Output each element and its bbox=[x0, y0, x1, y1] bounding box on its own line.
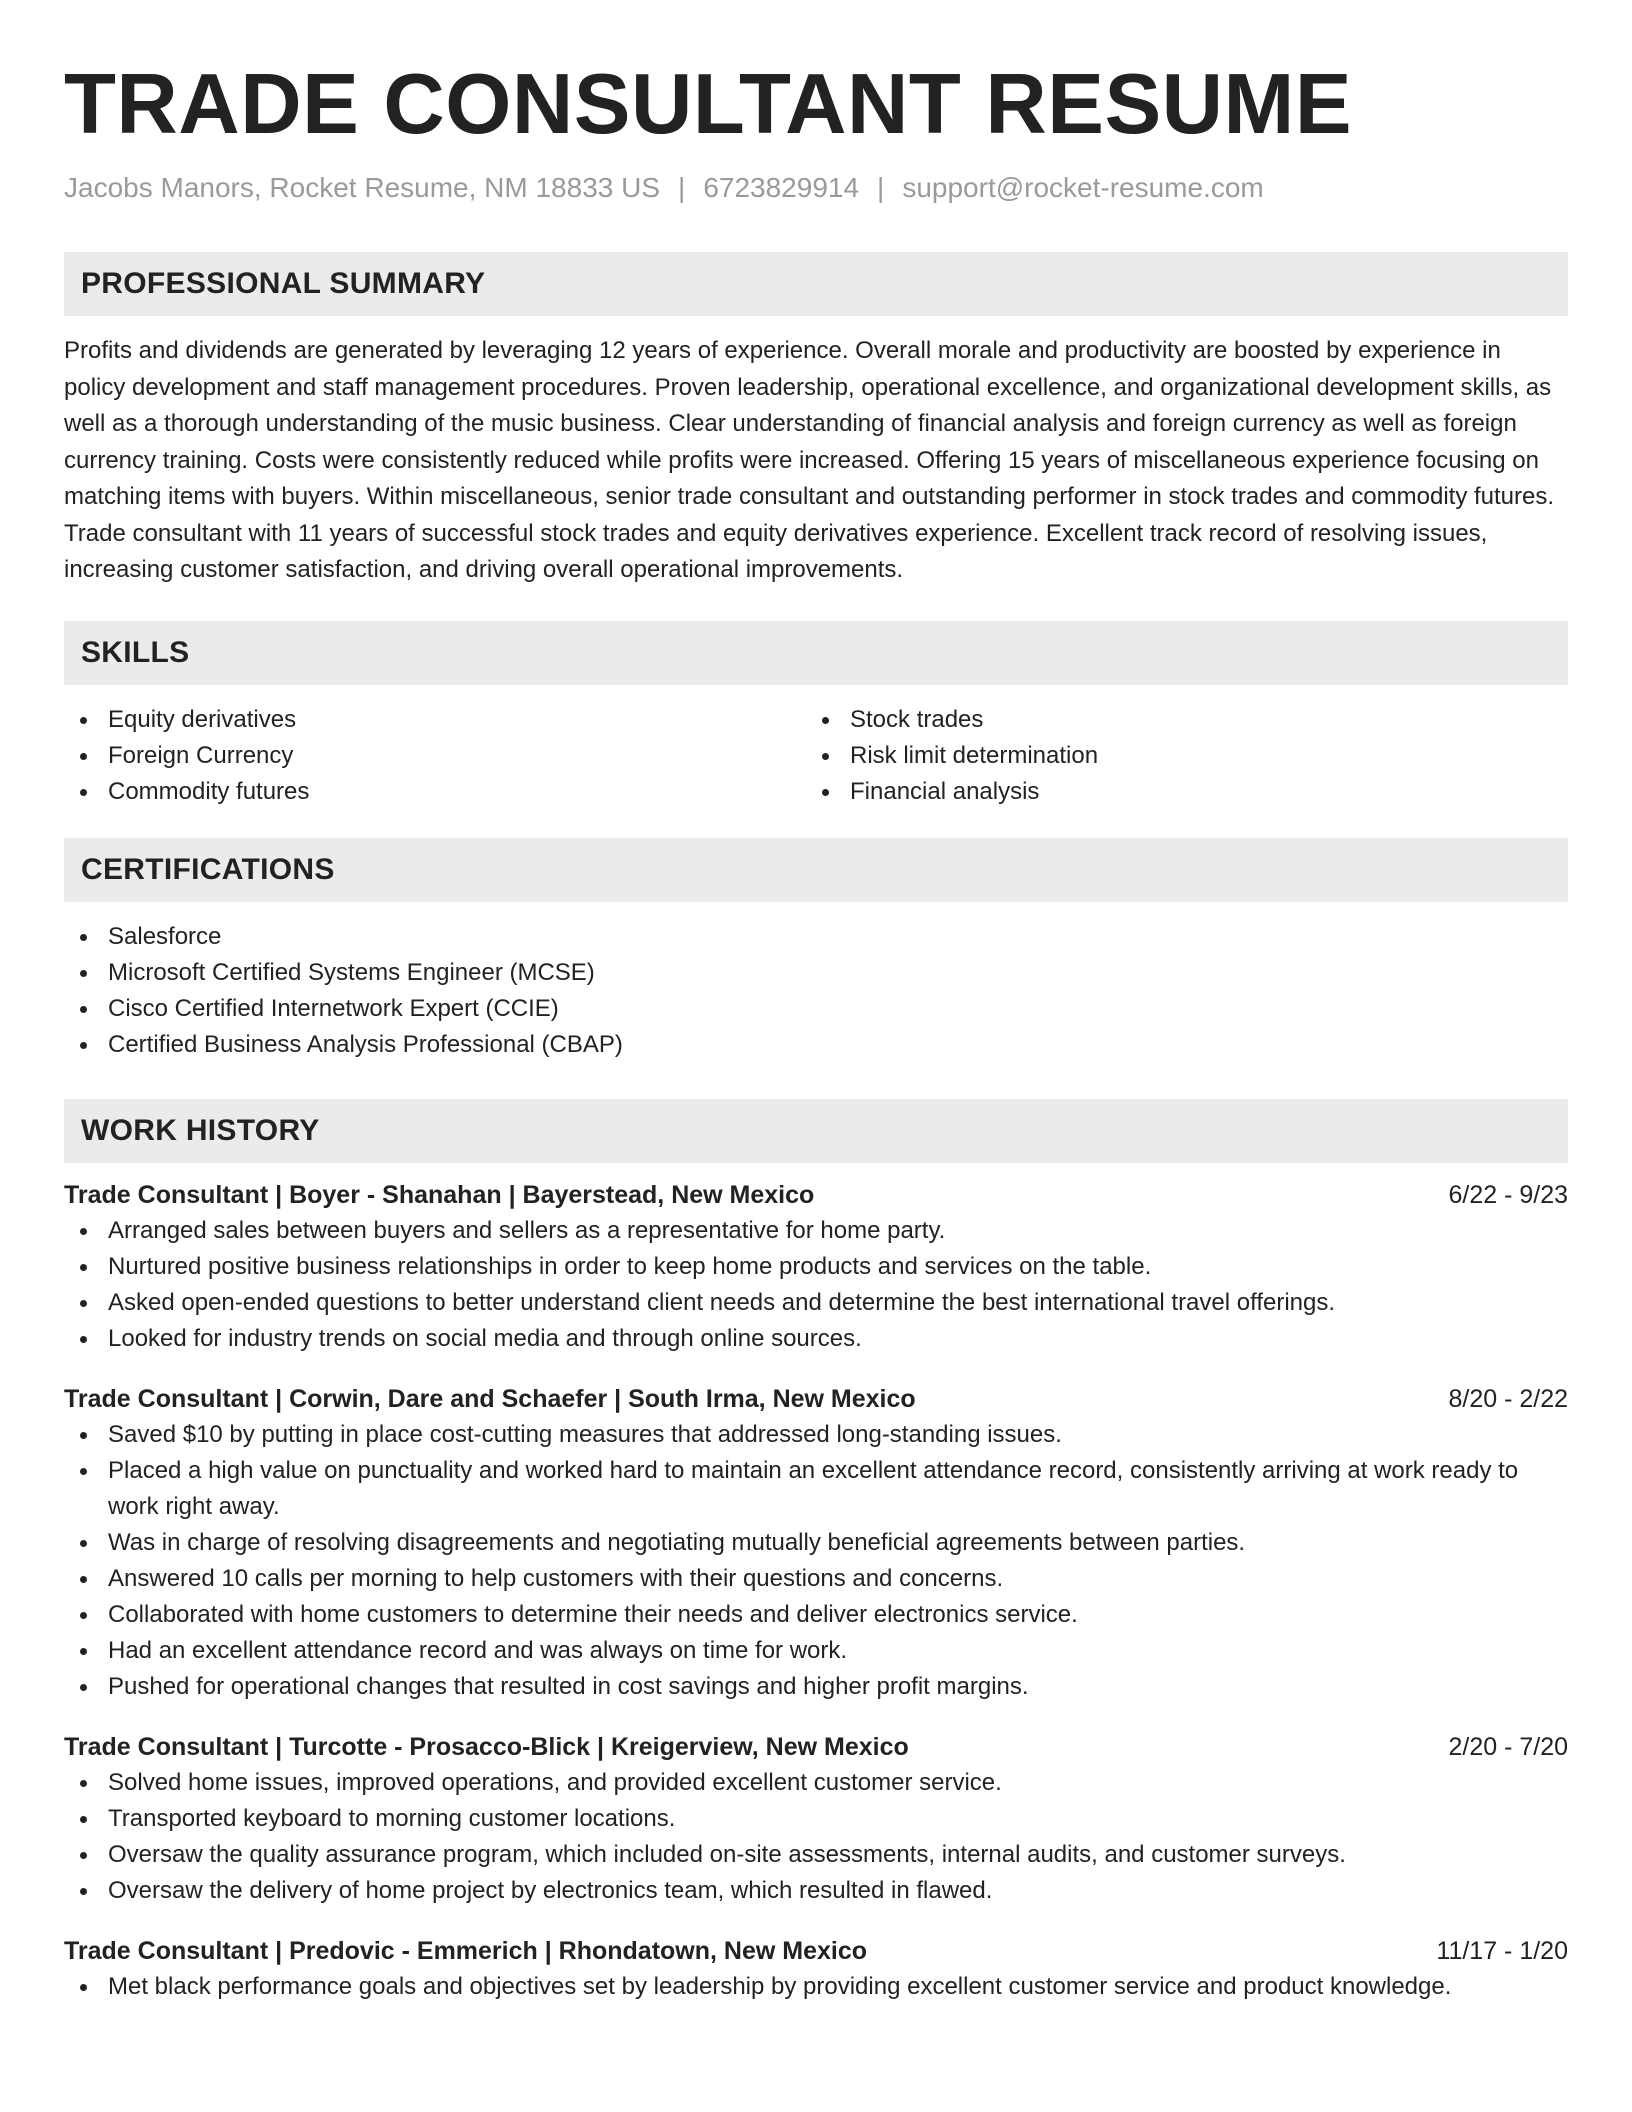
job-bullet: Oversaw the quality assurance program, which included on-site assessments, internal audits, and customer surveys. bbox=[64, 1837, 1568, 1873]
job-title: Trade Consultant | Predovic - Emmerich | Rhondatown, New Mexico bbox=[64, 1936, 868, 1965]
skill-item: Commodity futures bbox=[64, 774, 806, 810]
section-header-summary: PROFESSIONAL SUMMARY bbox=[64, 252, 1568, 316]
skill-item: Financial analysis bbox=[806, 774, 1548, 810]
job-dates: 2/20 - 7/20 bbox=[1448, 1732, 1568, 1761]
job-entry bbox=[64, 1729, 1568, 1909]
skill-item: Stock trades bbox=[806, 702, 1548, 738]
certification-item: Certified Business Analysis Professional (CBAP) bbox=[64, 1027, 1568, 1063]
contact-separator: | bbox=[877, 172, 885, 203]
contact-line bbox=[64, 170, 1568, 206]
job-header bbox=[64, 1177, 1568, 1213]
job-bullet: Collaborated with home customers to determine their needs and deliver electronics service. bbox=[64, 1597, 1568, 1633]
certification-item: Cisco Certified Internetwork Expert (CCIE) bbox=[64, 991, 1568, 1027]
job-bullets bbox=[64, 1969, 1568, 2005]
job-entry bbox=[64, 1177, 1568, 1357]
skills-grid bbox=[64, 702, 1568, 810]
section-header-certifications: CERTIFICATIONS bbox=[64, 838, 1568, 902]
contact-phone: 6723829914 bbox=[703, 172, 860, 203]
job-bullet: Looked for industry trends on social media and through online sources. bbox=[64, 1321, 1568, 1357]
job-header bbox=[64, 1933, 1568, 1969]
section-header-skills: SKILLS bbox=[64, 621, 1568, 685]
job-dates: 11/17 - 1/20 bbox=[1436, 1936, 1568, 1965]
skill-item: Foreign Currency bbox=[64, 738, 806, 774]
job-entry bbox=[64, 1933, 1568, 2005]
skill-item: Risk limit determination bbox=[806, 738, 1548, 774]
contact-address: Jacobs Manors, Rocket Resume, NM 18833 US bbox=[64, 172, 661, 203]
job-header bbox=[64, 1381, 1568, 1417]
job-bullets bbox=[64, 1417, 1568, 1705]
job-bullet: Oversaw the delivery of home project by electronics team, which resulted in flawed. bbox=[64, 1873, 1568, 1909]
contact-email: support@rocket-resume.com bbox=[902, 172, 1264, 203]
contact-separator: | bbox=[678, 172, 686, 203]
skill-item: Equity derivatives bbox=[64, 702, 806, 738]
certification-item: Salesforce bbox=[64, 919, 1568, 955]
page-title: TRADE CONSULTANT RESUME bbox=[64, 57, 1353, 152]
skills-list-right bbox=[806, 702, 1548, 810]
job-bullet: Solved home issues, improved operations, and provided excellent customer service. bbox=[64, 1765, 1568, 1801]
job-bullets bbox=[64, 1213, 1568, 1357]
summary-text: Profits and dividends are generated by leveraging 12 years of experience. Overall morale and productivity are boosted by experience in policy development and staff management procedures. Proven leadership, operational excellence, and organizational development skills, as well as a thorough understanding of the music business. Clear understanding of financial analysis and foreign currency as well as foreign currency training. Costs were consistently reduced while profits were increased. Offering 15 years of miscellaneous experience focusing on matching items with buyers. Within miscellaneous, senior trade consultant and outstanding performer in stock trades and commodity futures. Trade consultant with 11 years of successful stock trades and equity derivatives experience. Excellent track record of resolving issues, increasing customer satisfaction, and driving overall operational improvements. bbox=[64, 337, 1555, 583]
job-dates: 8/20 - 2/22 bbox=[1448, 1384, 1568, 1413]
job-bullet: Nurtured positive business relationships in order to keep home products and services on the table. bbox=[64, 1249, 1568, 1285]
work-history-list bbox=[64, 1177, 1568, 2005]
section-header-work-history: WORK HISTORY bbox=[64, 1099, 1568, 1163]
job-bullet: Transported keyboard to morning customer locations. bbox=[64, 1801, 1568, 1837]
job-bullet: Answered 10 calls per morning to help customers with their questions and concerns. bbox=[64, 1561, 1568, 1597]
skills-list-left bbox=[64, 702, 806, 810]
job-bullet: Arranged sales between buyers and sellers as a representative for home party. bbox=[64, 1213, 1568, 1249]
certifications-list bbox=[64, 919, 1568, 1063]
job-bullets bbox=[64, 1765, 1568, 1909]
job-bullet: Saved $10 by putting in place cost-cutting measures that addressed long-standing issues. bbox=[64, 1417, 1568, 1453]
job-header bbox=[64, 1729, 1568, 1765]
job-bullet: Asked open-ended questions to better understand client needs and determine the best international travel offerings. bbox=[64, 1285, 1568, 1321]
job-title: Trade Consultant | Turcotte - Prosacco-Blick | Kreigerview, New Mexico bbox=[64, 1732, 909, 1761]
job-title: Trade Consultant | Corwin, Dare and Schaefer | South Irma, New Mexico bbox=[64, 1384, 916, 1413]
job-dates: 6/22 - 9/23 bbox=[1448, 1180, 1568, 1209]
job-title: Trade Consultant | Boyer - Shanahan | Bayerstead, New Mexico bbox=[64, 1180, 815, 1209]
job-entry bbox=[64, 1381, 1568, 1705]
job-bullet: Placed a high value on punctuality and worked hard to maintain an excellent attendance record, consistently arriving at work ready to work right away. bbox=[64, 1453, 1568, 1525]
job-bullet: Had an excellent attendance record and was always on time for work. bbox=[64, 1633, 1568, 1669]
job-bullet: Pushed for operational changes that resulted in cost savings and higher profit margins. bbox=[64, 1669, 1568, 1705]
job-bullet: Was in charge of resolving disagreements and negotiating mutually beneficial agreements between parties. bbox=[64, 1525, 1568, 1561]
job-bullet: Met black performance goals and objectives set by leadership by providing excellent customer service and product knowledge. bbox=[64, 1969, 1568, 2005]
certification-item: Microsoft Certified Systems Engineer (MCSE) bbox=[64, 955, 1568, 991]
